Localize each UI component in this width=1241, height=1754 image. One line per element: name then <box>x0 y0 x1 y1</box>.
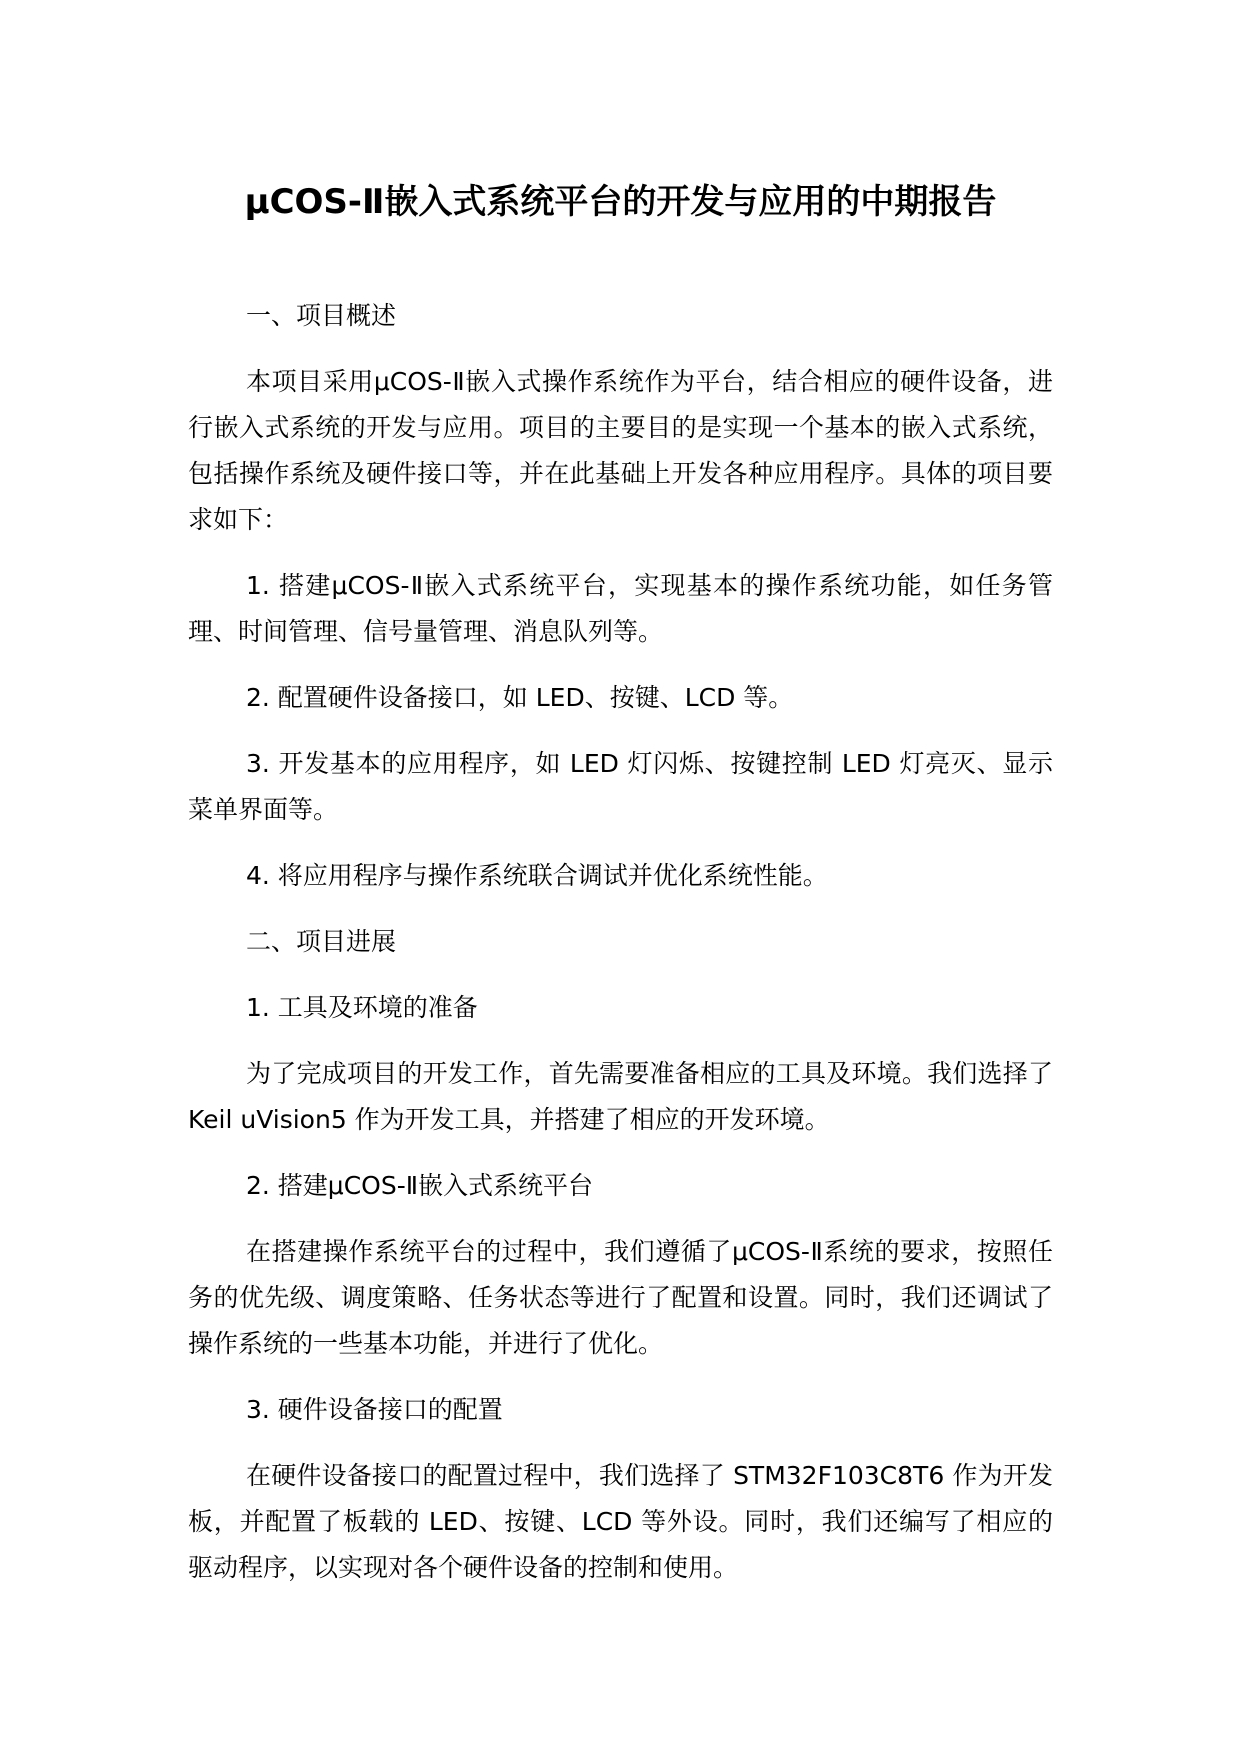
document-body <box>188 293 1053 1591</box>
section-heading-overview: 一、项目概述 <box>246 301 397 330</box>
progress-heading-3: 3. 硬件设备接口的配置 <box>246 1395 503 1424</box>
progress-paragraph-3: 在硬件设备接口的配置过程中，我们选择了 STM32F103C8T6 作为开发板，并配置了板载的 LED、按键、LCD 等外设。同时，我们还编写了相应的驱动程序，以实现对各个硬件设备的控制和使用。 <box>188 1461 1053 1582</box>
progress-heading-2: 2. 搭建μCOS-Ⅱ嵌入式系统平台 <box>246 1171 594 1200</box>
progress-paragraph-2: 在搭建操作系统平台的过程中，我们遵循了μCOS-Ⅱ系统的要求，按照任务的优先级、调度策略、任务状态等进行了配置和设置。同时，我们还调试了操作系统的一些基本功能，并进行了优化。 <box>188 1237 1053 1358</box>
progress-heading-1: 1. 工具及环境的准备 <box>246 993 478 1022</box>
requirement-item-3: 3. 开发基本的应用程序，如 LED 灯闪烁、按键控制 LED 灯亮灭、显示菜单界面等。 <box>188 749 1053 824</box>
requirement-item-1: 1. 搭建μCOS-Ⅱ嵌入式系统平台，实现基本的操作系统功能，如任务管理、时间管理、信号量管理、消息队列等。 <box>188 571 1053 646</box>
document-title: μCOS-Ⅱ嵌入式系统平台的开发与应用的中期报告 <box>244 182 997 222</box>
requirement-item-2: 2. 配置硬件设备接口，如 LED、按键、LCD 等。 <box>246 683 794 712</box>
requirement-item-4: 4. 将应用程序与操作系统联合调试并优化系统性能。 <box>246 861 828 890</box>
overview-paragraph: 本项目采用μCOS-Ⅱ嵌入式操作系统作为平台，结合相应的硬件设备，进行嵌入式系统的开发与应用。项目的主要目的是实现一个基本的嵌入式系统，包括操作系统及硬件接口等，并在此基础上开发各种应用程序。具体的项目要求如下： <box>188 367 1053 534</box>
section-heading-progress: 二、项目进展 <box>246 927 397 956</box>
progress-paragraph-1: 为了完成项目的开发工作，首先需要准备相应的工具及环境。我们选择了 Keil uVision5 作为开发工具，并搭建了相应的开发环境。 <box>188 1059 1053 1134</box>
